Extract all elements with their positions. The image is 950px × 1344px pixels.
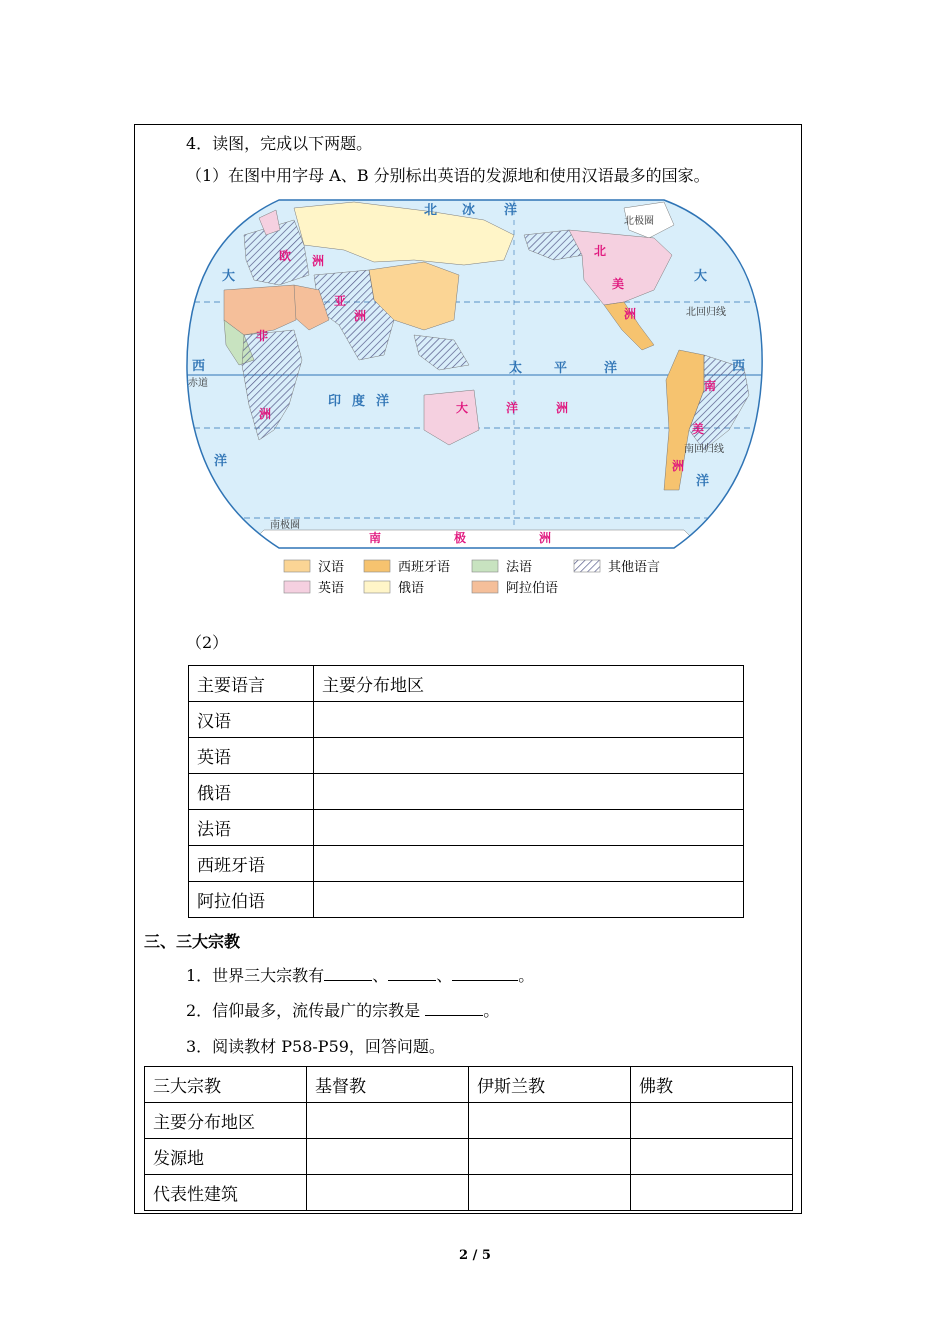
label-oceania-3: 洲	[556, 401, 569, 415]
q1-sep-2: 、	[436, 966, 453, 985]
lang-row-label: 法语	[189, 810, 314, 846]
label-arctic-circle: 北极圈	[624, 216, 654, 227]
label-antarctica-3: 洲	[539, 531, 552, 545]
label-arctic-1: 北	[424, 203, 438, 218]
world-language-map	[184, 190, 764, 600]
label-n-tropic: 北回归线	[686, 307, 726, 318]
label-indian-2: 度	[352, 394, 366, 409]
language-table	[188, 665, 744, 918]
religion-header: 伊斯兰教	[469, 1067, 631, 1103]
question-4-part-1: （1）在图中用字母 A、B 分别标出英语的发源地和使用汉语最多的国家。	[186, 166, 710, 185]
label-oceania-1: 大	[456, 401, 469, 415]
label-atl-right-2: 西	[732, 359, 746, 374]
label-antarctica-2: 极	[454, 531, 467, 545]
religion-question-1	[186, 963, 534, 986]
lang-answer-cell[interactable]	[314, 702, 744, 738]
religion-answer-cell[interactable]	[631, 1139, 793, 1175]
q2-text: 2．信仰最多，流传最广的宗教是	[186, 1001, 421, 1020]
label-atl-left-3: 洋	[214, 454, 228, 469]
label-atl-left-2: 西	[192, 359, 206, 374]
legend-english: 英语	[318, 581, 345, 596]
section-3-heading: 三、三大宗教	[144, 932, 241, 951]
label-oceania-2: 洋	[506, 401, 519, 415]
antarctica-region	[244, 530, 704, 550]
religion-answer-cell[interactable]	[307, 1103, 469, 1139]
label-sa-3: 洲	[672, 459, 685, 473]
q1-sep-1: 、	[372, 966, 389, 985]
religion-answer-cell[interactable]	[307, 1175, 469, 1211]
q1-end: 。	[518, 966, 535, 985]
label-na-1: 北	[594, 244, 607, 258]
label-antarctica-1: 南	[369, 531, 382, 545]
label-sa-2: 美	[692, 422, 705, 436]
label-pacific-2: 平	[554, 361, 568, 376]
map-legend	[284, 559, 660, 596]
q1-text: 1．世界三大宗教有	[186, 966, 325, 985]
religion-answer-cell[interactable]	[469, 1175, 631, 1211]
religion-answer-cell[interactable]	[307, 1139, 469, 1175]
label-indian-1: 印	[328, 394, 342, 409]
lang-row-label: 英语	[189, 738, 314, 774]
label-asia-1: 亚	[334, 294, 347, 308]
lang-answer-cell[interactable]	[314, 810, 744, 846]
label-europe-1: 欧	[279, 249, 292, 263]
religion-answer-cell[interactable]	[469, 1103, 631, 1139]
legend-spanish: 西班牙语	[398, 560, 451, 575]
question-4-part-2: （2）	[186, 633, 229, 652]
label-africa-1: 非	[256, 329, 269, 343]
legend-other: 其他语言	[608, 560, 661, 575]
label-pacific-1: 太	[509, 361, 523, 376]
q2-end: 。	[483, 1001, 500, 1020]
religion-header: 基督教	[307, 1067, 469, 1103]
lang-answer-cell[interactable]	[314, 738, 744, 774]
lang-header-language: 主要语言	[189, 666, 314, 702]
legend-arabic: 阿拉伯语	[506, 581, 559, 596]
label-equator: 赤道	[188, 378, 208, 389]
lang-row-label: 俄语	[189, 774, 314, 810]
religion-row-label: 发源地	[145, 1139, 307, 1175]
legend-french: 法语	[506, 560, 533, 575]
blank-religion-2[interactable]	[388, 965, 436, 981]
label-sa-1: 南	[704, 379, 717, 393]
religion-table	[144, 1066, 793, 1211]
lang-header-region: 主要分布地区	[314, 666, 744, 702]
page-number: 2 / 5	[459, 1248, 491, 1263]
religion-question-2	[186, 998, 499, 1021]
religion-answer-cell[interactable]	[469, 1139, 631, 1175]
label-atl-left-1: 大	[222, 269, 236, 284]
blank-religion-3[interactable]	[452, 965, 518, 981]
label-indian-3: 洋	[376, 394, 390, 409]
label-na-2: 美	[612, 277, 625, 291]
religion-question-3: 3．阅读教材 P58-P59，回答问题。	[186, 1037, 445, 1056]
lang-row-label: 西班牙语	[189, 846, 314, 882]
label-pacific-3: 洋	[604, 361, 618, 376]
label-europe-2: 洲	[312, 254, 325, 268]
legend-russian: 俄语	[398, 581, 425, 596]
religion-header: 佛教	[631, 1067, 793, 1103]
religion-answer-cell[interactable]	[631, 1103, 793, 1139]
label-atl-right-1: 大	[694, 269, 708, 284]
lang-answer-cell[interactable]	[314, 774, 744, 810]
label-antarctic-circle: 南极圈	[270, 520, 300, 531]
religion-row-label: 代表性建筑	[145, 1175, 307, 1211]
label-arctic-3: 洋	[504, 203, 518, 218]
religion-row-label: 主要分布地区	[145, 1103, 307, 1139]
lang-row-label: 汉语	[189, 702, 314, 738]
lang-row-label: 阿拉伯语	[189, 882, 314, 918]
religion-answer-cell[interactable]	[631, 1175, 793, 1211]
blank-religion-1[interactable]	[324, 965, 372, 981]
label-arctic-2: 冰	[462, 203, 476, 218]
lang-answer-cell[interactable]	[314, 882, 744, 918]
label-na-3: 洲	[624, 307, 637, 321]
label-africa-2: 洲	[259, 407, 272, 421]
label-atl-right-3: 洋	[696, 474, 710, 489]
label-asia-2: 洲	[354, 309, 367, 323]
religion-header: 三大宗教	[145, 1067, 307, 1103]
label-s-tropic: 南回归线	[684, 444, 724, 455]
blank-largest-religion[interactable]	[425, 1000, 483, 1016]
lang-answer-cell[interactable]	[314, 846, 744, 882]
legend-chinese: 汉语	[318, 560, 345, 575]
question-4-title: 4．读图，完成以下两题。	[186, 134, 373, 153]
